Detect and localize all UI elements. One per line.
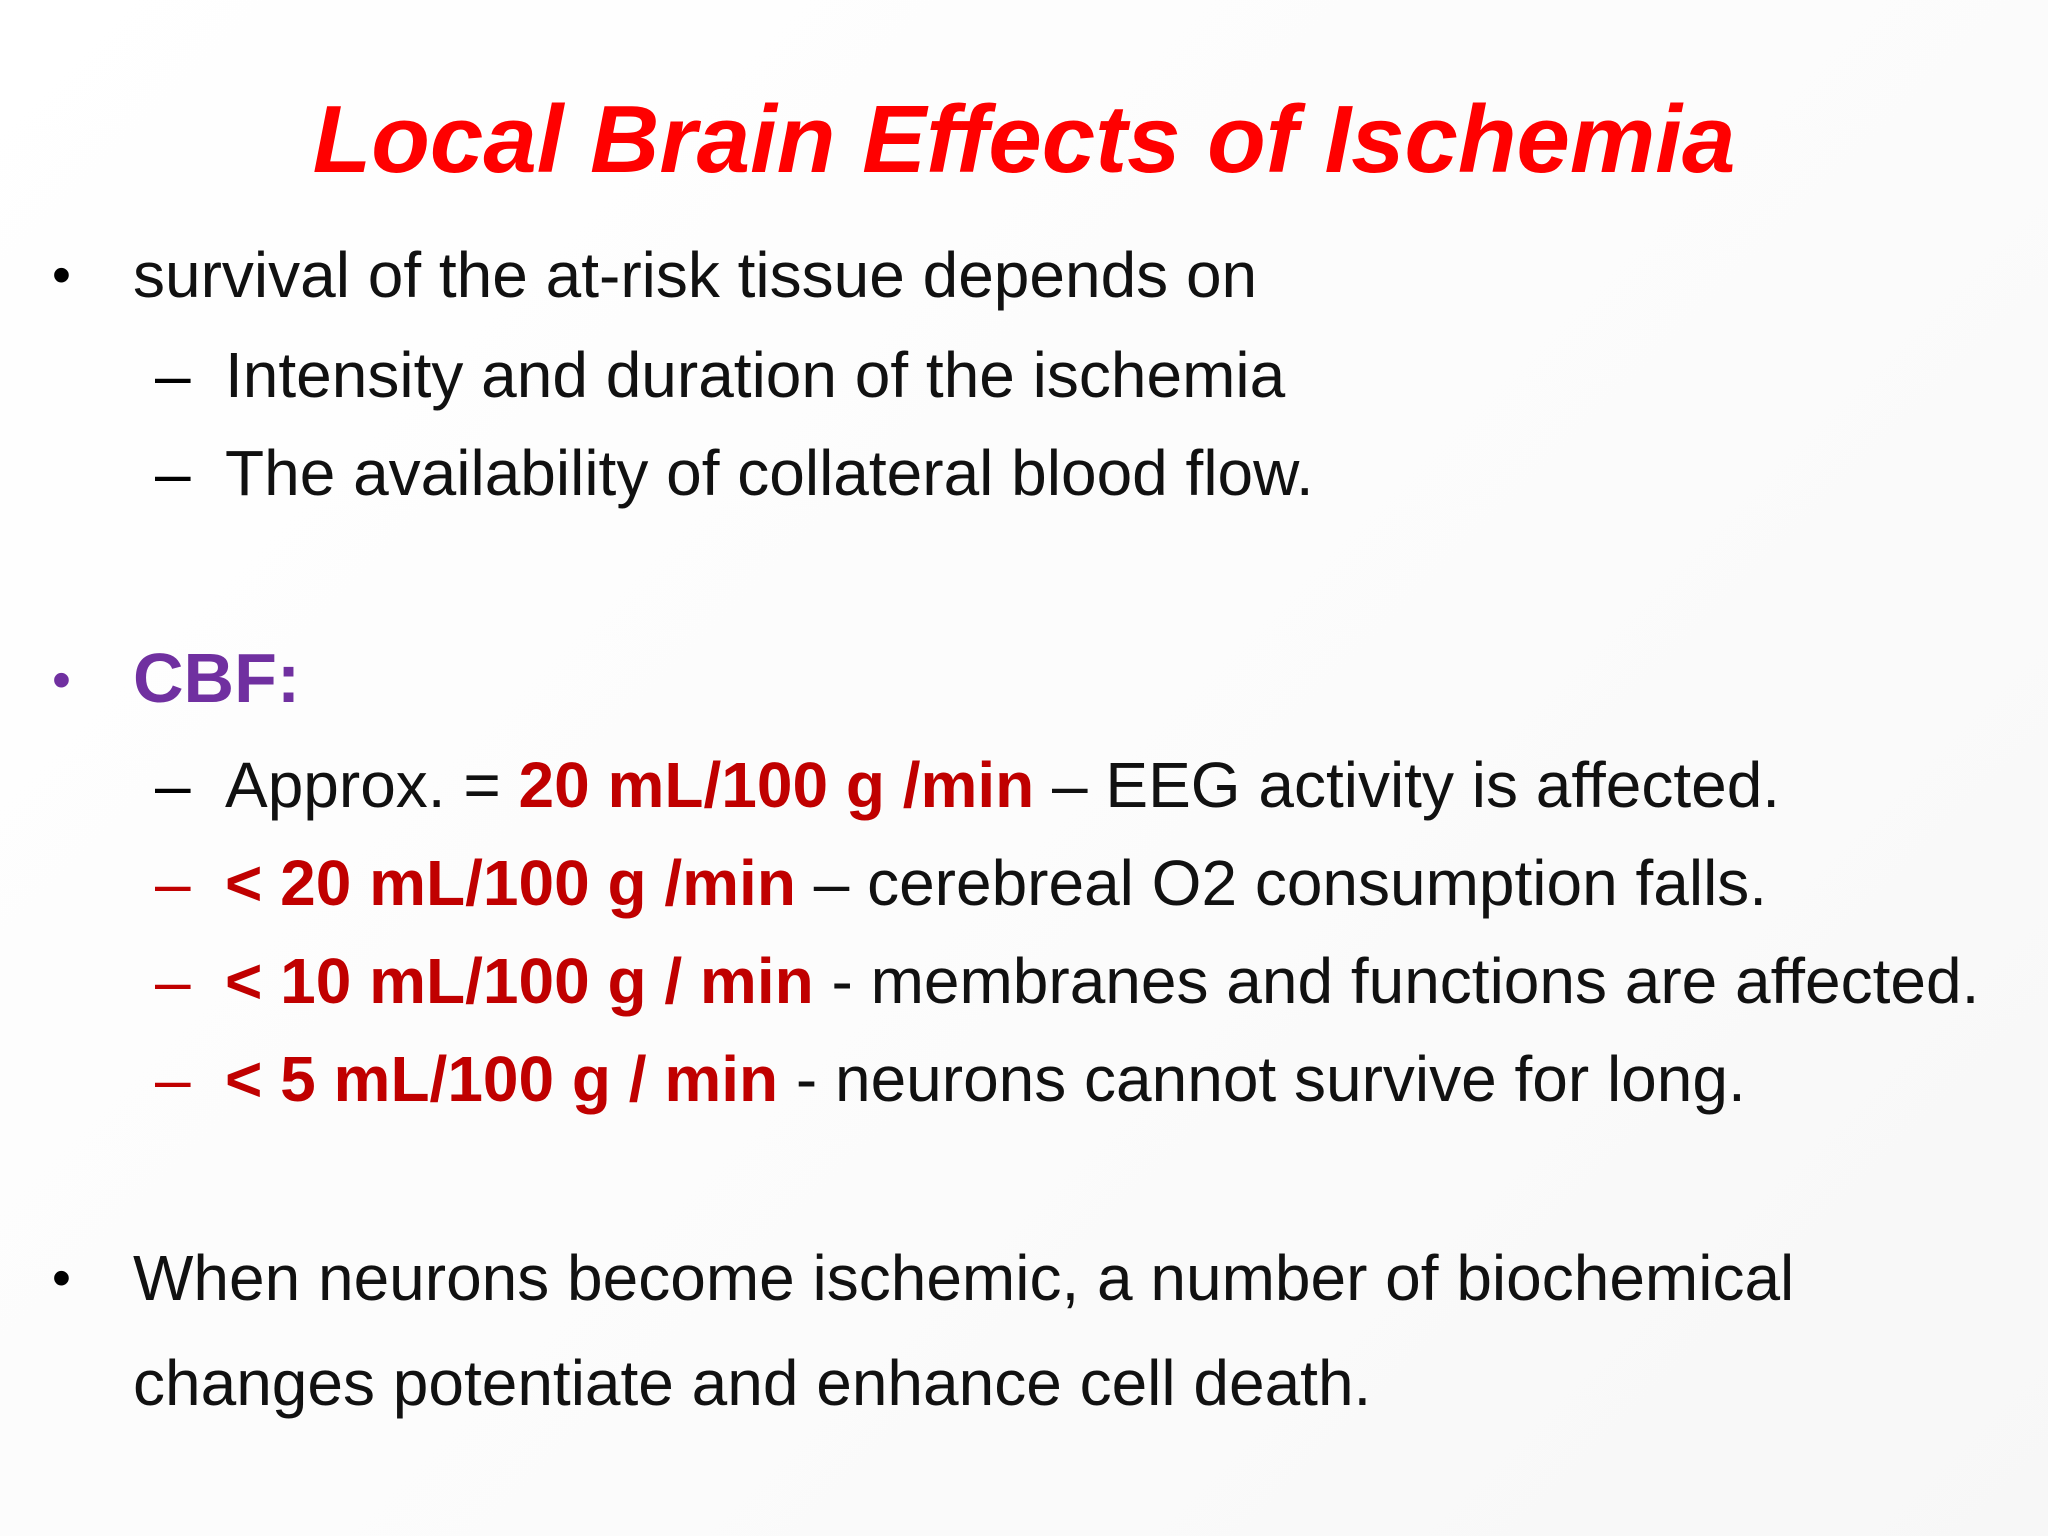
cbf-item-below-5: [225, 1039, 1746, 1119]
cbf-description: – cerebreal O2 consumption falls.: [795, 847, 1768, 919]
bullet-neurons-line-2: changes potentiate and enhance cell death.: [133, 1347, 1372, 1419]
cbf-item-approx: [225, 745, 1780, 825]
cbf-value: < 10 mL/100 g / min: [225, 945, 814, 1017]
dash-icon: –: [155, 749, 191, 821]
cbf-value: < 20 mL/100 g /min: [225, 847, 796, 919]
cbf-description: - membranes and functions are affected.: [813, 945, 1980, 1017]
bullet-neurons-line-1: When neurons become ischemic, a number of biochemical: [133, 1242, 1795, 1314]
bullet-icon: •: [52, 650, 71, 710]
cbf-value: < 5 mL/100 g / min: [225, 1043, 779, 1115]
dash-icon: –: [155, 339, 191, 411]
bullet-icon: •: [52, 245, 71, 305]
cbf-heading: CBF:: [133, 639, 301, 717]
cbf-value: 20 mL/100 g /min: [518, 749, 1035, 821]
bullet-survival: survival of the at-risk tissue depends on: [133, 239, 1258, 311]
cbf-item-below-10: [225, 941, 1979, 1021]
dash-icon: –: [155, 437, 191, 509]
cbf-item-below-20: [225, 843, 1767, 923]
subitem-collateral: The availability of collateral blood flow.: [225, 437, 1314, 509]
dash-icon: –: [155, 1043, 191, 1115]
subitem-intensity: Intensity and duration of the ischemia: [225, 339, 1286, 411]
cbf-prefix: Approx. =: [225, 749, 519, 821]
slide-title: Local Brain Effects of Ischemia: [312, 86, 1736, 193]
cbf-description: – EEG activity is affected.: [1034, 749, 1781, 821]
dash-icon: –: [155, 847, 191, 919]
bullet-icon: •: [52, 1248, 71, 1308]
dash-icon: –: [155, 945, 191, 1017]
cbf-description: - neurons cannot survive for long.: [778, 1043, 1746, 1115]
